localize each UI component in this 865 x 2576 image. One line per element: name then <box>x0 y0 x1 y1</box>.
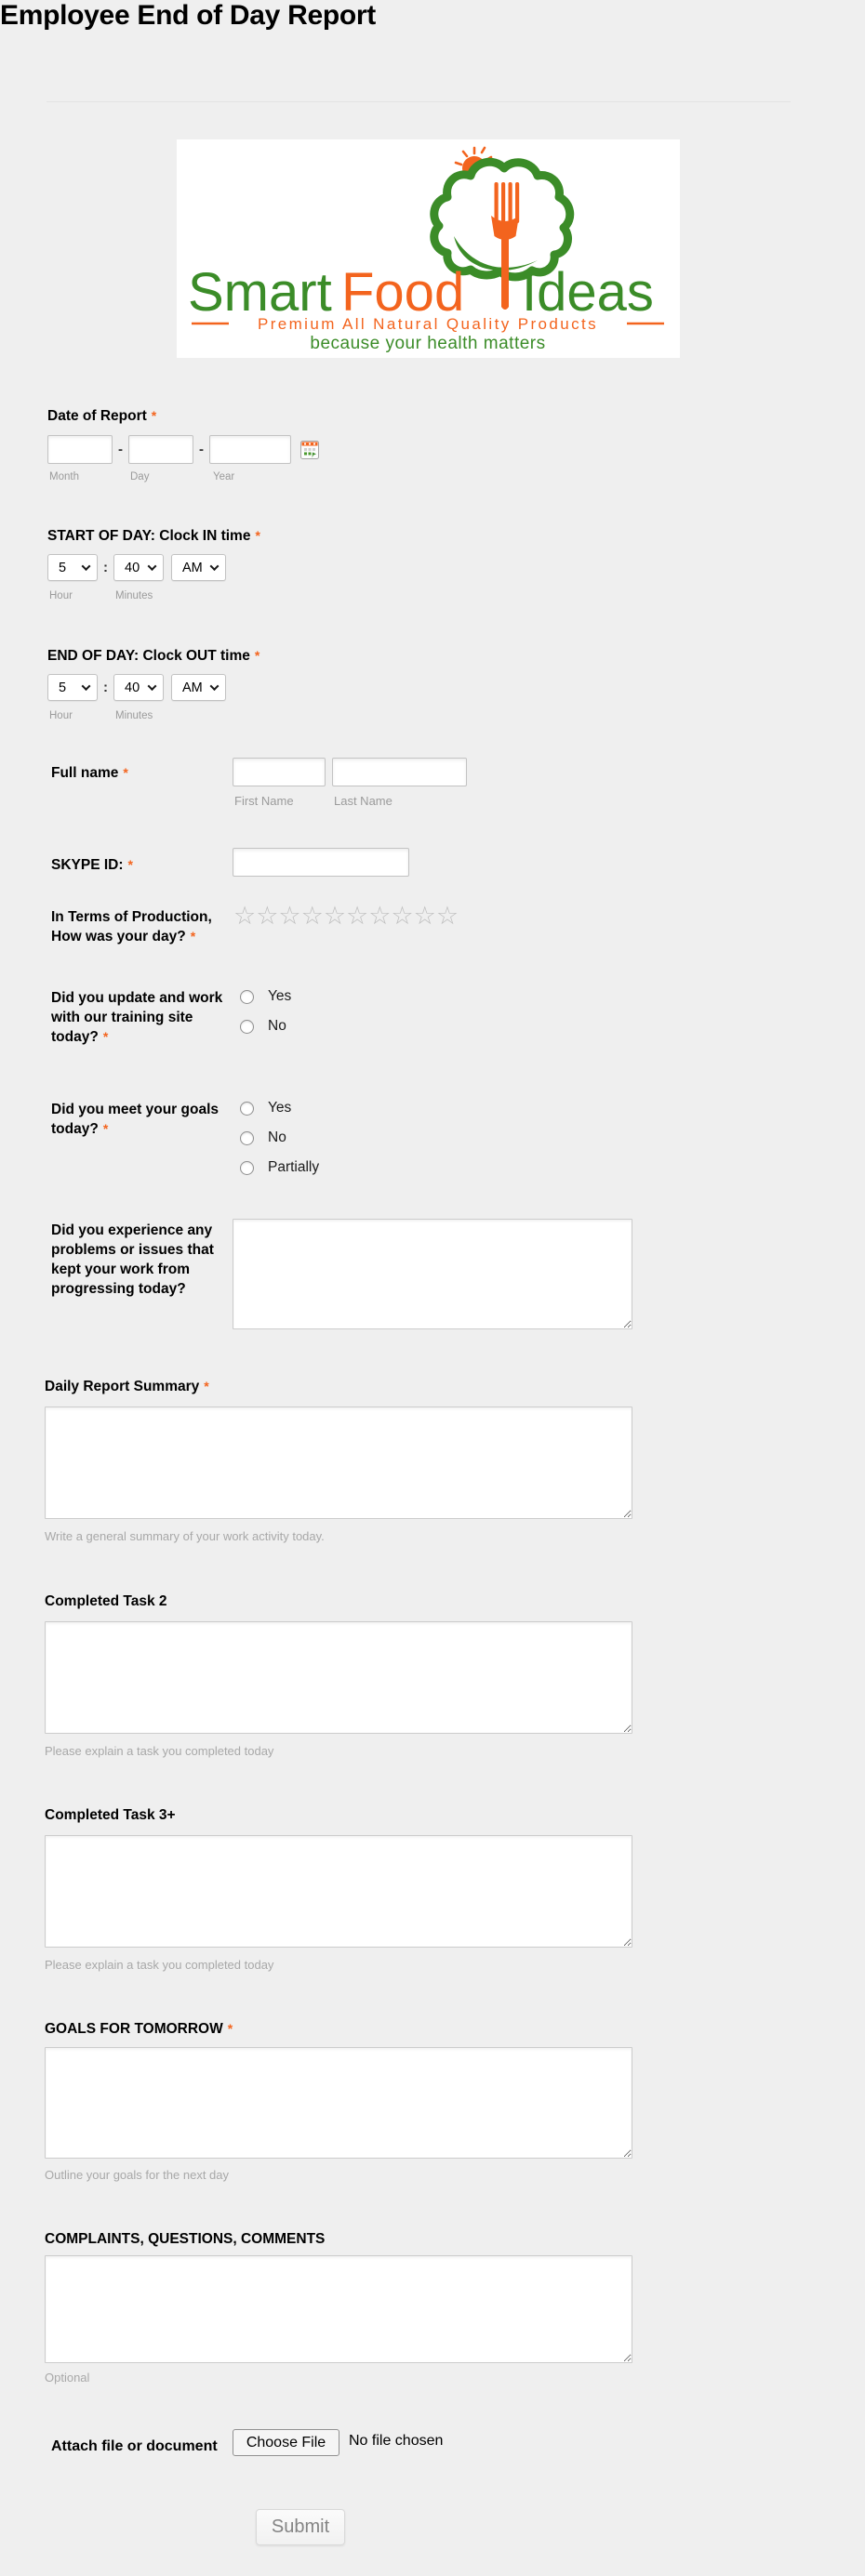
production-rating-label <box>51 907 237 946</box>
date-of-report-label <box>47 406 156 426</box>
production-rating-label-text: In Terms of Production, How was your day? <box>51 909 212 945</box>
hour-sublabel: Hour <box>49 710 73 721</box>
radio-button[interactable] <box>240 1131 254 1145</box>
clock-out-ampm-value: AM <box>182 680 203 695</box>
brand-logo <box>177 139 680 358</box>
radio-button[interactable] <box>240 1020 254 1034</box>
page-title: Employee End of Day Report <box>0 0 376 31</box>
clock-out-minutes-select[interactable] <box>113 674 164 701</box>
training-site-question-label <box>51 988 237 1047</box>
task2-textarea[interactable] <box>45 1621 632 1734</box>
daily-summary-label-text: Daily Report Summary <box>45 1379 200 1394</box>
clock-in-minutes-value: 40 <box>125 560 140 575</box>
submit-button-label: Submit <box>271 2517 330 2537</box>
required-asterisk: * <box>123 765 128 780</box>
daily-summary-label <box>45 1377 209 1396</box>
radio-button[interactable] <box>240 1102 254 1116</box>
complaints-label <box>45 2229 325 2249</box>
attach-file-label-text: Attach file or document <box>51 2438 218 2454</box>
full-name-label-text: Full name <box>51 765 119 781</box>
smartfood-logo-graphic <box>177 139 680 358</box>
last-name-input[interactable] <box>332 758 467 786</box>
submit-button[interactable] <box>256 2509 345 2545</box>
required-asterisk: * <box>102 1029 109 1044</box>
month-sublabel: Month <box>49 471 79 482</box>
task3-textarea[interactable] <box>45 1835 632 1948</box>
clock-in-hour-value: 5 <box>59 560 67 575</box>
date-separator: - <box>199 442 204 457</box>
complaints-helper: Optional <box>45 2371 90 2384</box>
year-sublabel: Year <box>213 471 235 482</box>
chevron-down-icon <box>210 561 220 571</box>
radio-label[interactable]: No <box>268 1129 286 1145</box>
required-asterisk: * <box>255 528 260 543</box>
task2-helper: Please explain a task you completed today <box>45 1744 274 1758</box>
choose-file-button[interactable] <box>233 2429 339 2456</box>
full-name-label <box>51 763 128 783</box>
clock-in-hour-select[interactable] <box>47 554 98 581</box>
problems-textarea[interactable] <box>233 1219 632 1329</box>
task2-label-text: Completed Task 2 <box>45 1593 167 1609</box>
header-divider <box>47 101 791 102</box>
skype-id-input[interactable] <box>233 848 409 877</box>
daily-summary-textarea[interactable] <box>45 1407 632 1519</box>
required-asterisk: * <box>227 2021 233 2036</box>
training-site-option-yes[interactable] <box>240 988 291 1005</box>
logo-word-smart: Smart <box>188 262 332 323</box>
goals-tomorrow-label <box>45 2019 233 2039</box>
required-asterisk: * <box>127 857 133 872</box>
radio-label[interactable]: Yes <box>268 1100 292 1116</box>
date-separator: - <box>118 442 123 457</box>
chevron-down-icon <box>210 681 220 691</box>
clock-in-minutes-select[interactable] <box>113 554 164 581</box>
goals-tomorrow-textarea[interactable] <box>45 2047 632 2159</box>
last-name-sublabel: Last Name <box>334 794 393 808</box>
attach-file-label <box>51 2437 218 2456</box>
first-name-sublabel: First Name <box>234 794 294 808</box>
radio-button[interactable] <box>240 1161 254 1175</box>
clock-in-ampm-select[interactable] <box>171 554 226 581</box>
chevron-down-icon <box>148 561 157 571</box>
problems-question-text: Did you experience any problems or issues that kept your work from progressing today? <box>51 1222 214 1297</box>
met-goals-question-text: Did you meet your goals today? <box>51 1102 220 1137</box>
clock-in-label <box>47 526 260 546</box>
clock-out-ampm-select[interactable] <box>171 674 226 701</box>
met-goals-question-label <box>51 1100 237 1139</box>
clock-in-label-text: START OF DAY: Clock IN time <box>47 528 251 544</box>
date-day-input[interactable] <box>128 435 193 464</box>
clock-out-label-text: END OF DAY: Clock OUT time <box>47 648 250 664</box>
problems-question-label <box>51 1221 233 1299</box>
complaints-label-text: COMPLAINTS, QUESTIONS, COMMENTS <box>45 2231 326 2247</box>
task3-label-text: Completed Task 3+ <box>45 1807 176 1823</box>
logo-tagline: Premium All Natural Quality Products <box>257 315 599 333</box>
required-asterisk: * <box>151 408 157 423</box>
minutes-sublabel: Minutes <box>115 710 153 721</box>
required-asterisk: * <box>254 648 260 663</box>
clock-out-minutes-value: 40 <box>125 680 140 695</box>
radio-label[interactable]: No <box>268 1018 286 1034</box>
logo-word-ideas: Ideas <box>522 262 654 323</box>
clock-in-ampm-value: AM <box>182 560 203 575</box>
chevron-down-icon <box>148 681 157 691</box>
date-year-input[interactable] <box>209 435 291 464</box>
training-site-question-text: Did you update and work with our training site today? <box>51 990 223 1045</box>
time-separator: : <box>103 560 108 575</box>
task3-label <box>45 1805 176 1825</box>
clock-out-hour-value: 5 <box>59 680 67 695</box>
radio-label[interactable]: Yes <box>268 988 292 1004</box>
chevron-down-icon <box>82 561 91 571</box>
file-status-text: No file chosen <box>349 2433 444 2449</box>
time-separator: : <box>103 680 108 695</box>
radio-button[interactable] <box>240 990 254 1004</box>
date-of-report-label-text: Date of Report <box>47 408 147 424</box>
met-goals-option-partially[interactable] <box>240 1159 319 1176</box>
required-asterisk: * <box>102 1121 109 1136</box>
skype-id-label <box>51 855 133 875</box>
hour-sublabel: Hour <box>49 590 73 601</box>
radio-label[interactable]: Partially <box>268 1159 320 1175</box>
star-rating[interactable]: ☆☆☆☆☆☆☆☆☆☆ <box>233 902 459 931</box>
met-goals-option-yes[interactable] <box>240 1100 291 1116</box>
clock-out-hour-select[interactable] <box>47 674 98 701</box>
required-asterisk: * <box>190 929 196 944</box>
task2-label <box>45 1592 167 1611</box>
day-sublabel: Day <box>130 471 150 482</box>
training-site-option-no[interactable] <box>240 1018 286 1035</box>
logo-word-food: Food <box>341 262 465 323</box>
daily-summary-helper: Write a general summary of your work activity today. <box>45 1529 325 1543</box>
logo-subtagline: because your health matters <box>310 334 546 353</box>
goals-tomorrow-label-text: GOALS FOR TOMORROW <box>45 2021 223 2037</box>
date-month-input[interactable] <box>47 435 113 464</box>
task3-helper: Please explain a task you completed today <box>45 1958 274 1972</box>
met-goals-option-no[interactable] <box>240 1129 286 1146</box>
skype-id-label-text: SKYPE ID: <box>51 857 124 873</box>
first-name-input[interactable] <box>233 758 326 786</box>
complaints-textarea[interactable] <box>45 2255 632 2363</box>
chevron-down-icon <box>82 681 91 691</box>
calendar-icon[interactable] <box>300 441 319 459</box>
minutes-sublabel: Minutes <box>115 590 153 601</box>
clock-out-label <box>47 646 260 666</box>
required-asterisk: * <box>204 1379 209 1394</box>
choose-file-button-label: Choose File <box>246 2434 326 2451</box>
goals-tomorrow-helper: Outline your goals for the next day <box>45 2168 230 2182</box>
